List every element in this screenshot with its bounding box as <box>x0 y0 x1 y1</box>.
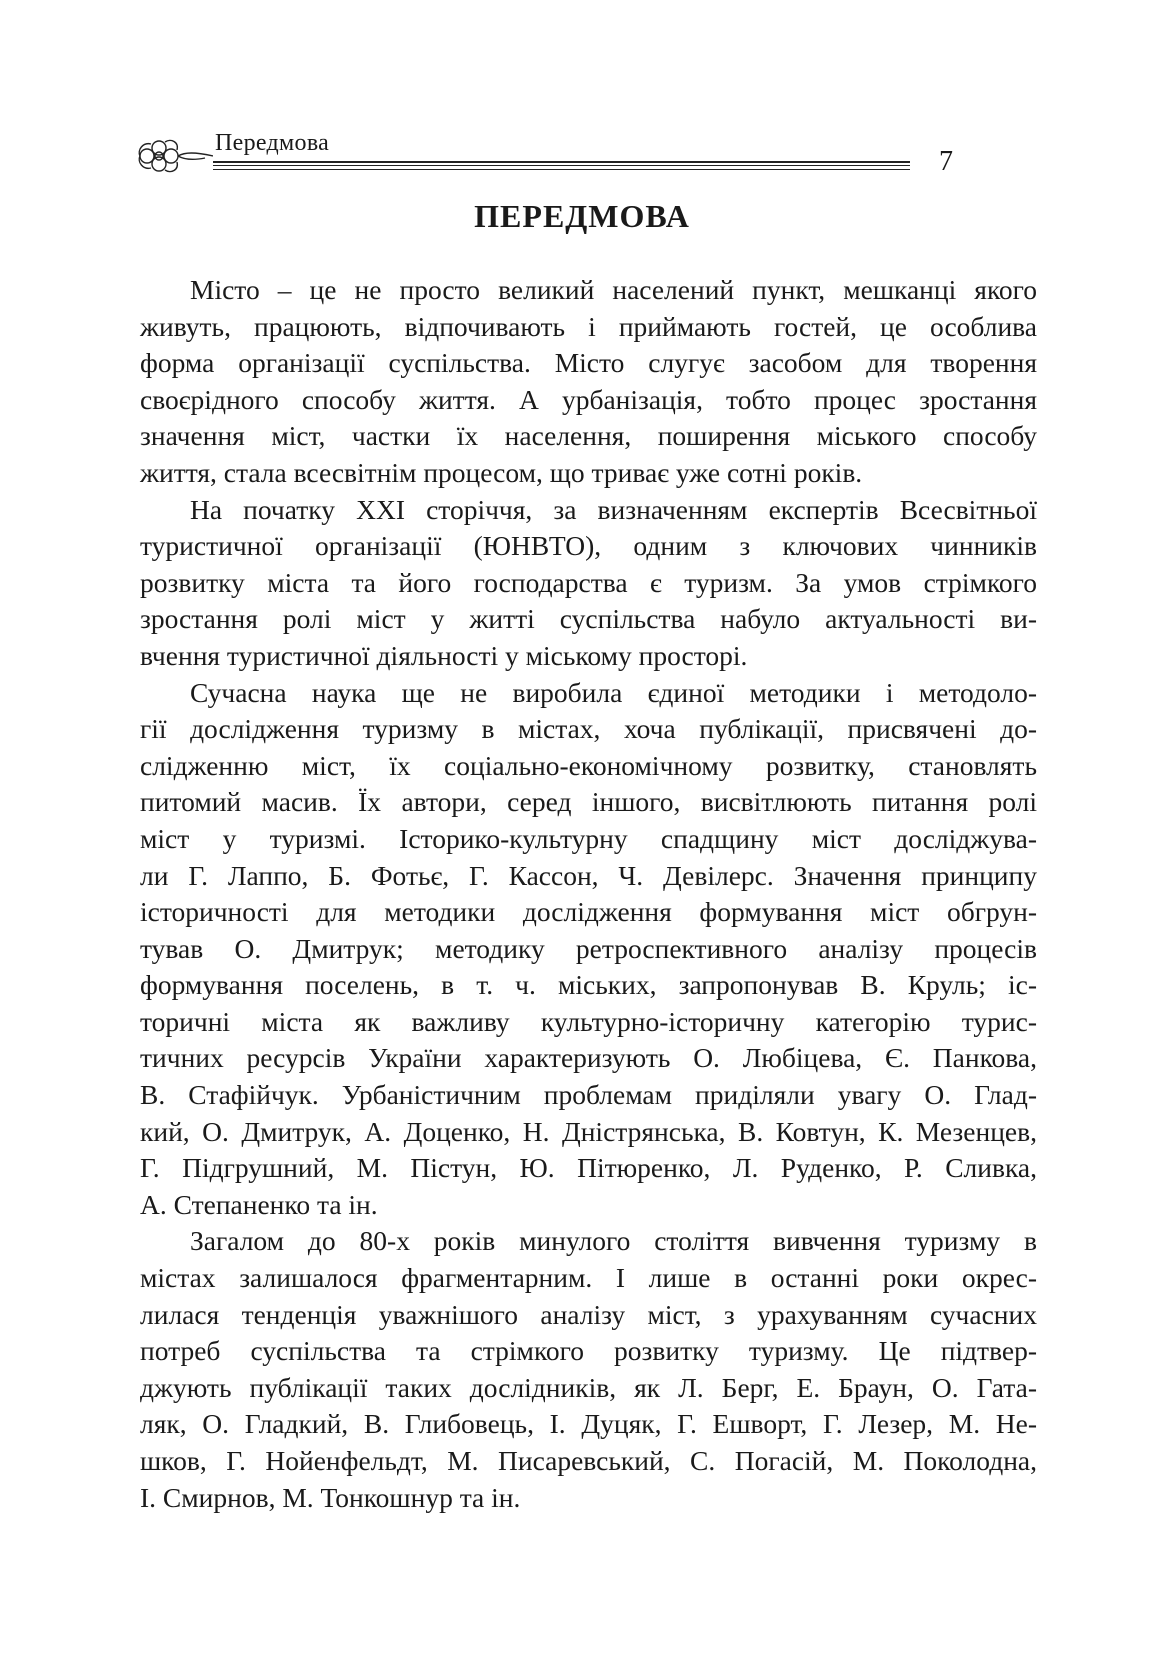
header-rule <box>213 165 910 166</box>
text-line: ляк, О. Гладкий, В. Глибовець, І. Дуцяк, Г. Ешворт, Г. Лезер, М. Не- <box>140 1408 1037 1440</box>
body-text <box>140 272 1037 1516</box>
text-line: І. Смирнов, М. Тонкошнур та ін. <box>140 1481 521 1513</box>
text-line: слідженню міст, їх соціально-економічному розвитку, становлять <box>140 749 1037 781</box>
text-line: розвитку міста та його господарства є туризм. За умов стрімкого <box>140 566 1037 598</box>
paragraph <box>140 1223 1037 1516</box>
text-line: значення міст, частки їх населення, поширення міського способу <box>140 420 1037 452</box>
paragraph <box>140 272 1037 492</box>
text-line: лилася тенденція уважнішого аналізу міст, з урахуванням сучасних <box>140 1298 1037 1330</box>
text-line: Сучасна наука ще не виробила єдиної методики і методоло- <box>190 676 1037 708</box>
text-line: тичних ресурсів України характеризують О. Любіцева, Є. Панкова, <box>140 1042 1037 1074</box>
text-line: На початку XXI сторіччя, за визначенням експертів Всесвітньої <box>190 493 1037 525</box>
text-line: життя, стала всесвітнім процесом, що триває уже сотні років. <box>140 456 863 488</box>
text-line: зростання ролі міст у житті суспільства набуло актуальності ви- <box>140 603 1037 635</box>
text-line: формування поселень, в т. ч. міських, запропонував В. Круль; іс- <box>140 969 1037 1001</box>
text-line: містах залишалося фрагментарним. І лише в останні роки окрес- <box>140 1262 1037 1294</box>
text-line: історичності для методики дослідження формування міст обгрун- <box>140 896 1037 928</box>
text-line: гії дослідження туризму в містах, хоча публікації, присвячені до- <box>140 713 1037 745</box>
text-line: питомий масив. Їх автори, серед іншого, висвітлюють питання ролі <box>140 786 1037 818</box>
running-title: Передмова <box>215 130 330 156</box>
text-line: Загалом до 80-х років минулого століття вивчення туризму в <box>190 1225 1037 1257</box>
text-line: кий, О. Дмитрук, А. Доценко, Н. Дністрянська, В. Ковтун, К. Мезенцев, <box>140 1115 1037 1147</box>
text-line: В. Стафійчук. Урбаністичним проблемам приділяли увагу О. Глад- <box>140 1079 1037 1111</box>
paragraph <box>140 492 1037 675</box>
header-rule <box>213 169 910 170</box>
text-line: туристичної організації (ЮНВТО), одним з ключових чинників <box>140 530 1037 562</box>
text-line: ли Г. Лаппо, Б. Фотьє, Г. Кассон, Ч. Девілерс. Значення принципу <box>140 859 1037 891</box>
text-line: шков, Г. Нойенфельдт, М. Писаревський, С. Погасій, М. Поколодна, <box>140 1445 1037 1476</box>
text-line: Г. Підгрушний, М. Пістун, Ю. Пітюренко, Л. Руденко, Р. Сливка, <box>140 1152 1037 1184</box>
header-rule <box>213 161 910 163</box>
text-line: вчення туристичної діяльності у міському просторі. <box>140 639 748 671</box>
text-line: живуть, працюють, відпочивають і приймають гостей, це особлива <box>140 310 1037 342</box>
text-line: тував О. Дмитрук; методику ретроспективного аналізу процесів <box>140 932 1037 964</box>
text-line: форма організації суспільства. Місто слугує засобом для творення <box>140 347 1037 379</box>
text-line: А. Степаненко та ін. <box>140 1188 378 1220</box>
text-line: своєрідного способу життя. А урбанізація, тобто процес зростання <box>140 383 1037 415</box>
paragraph <box>140 675 1037 1224</box>
chapter-title: ПЕРЕДМОВА <box>474 198 690 234</box>
text-line: міст у туризмі. Історико-культурну спадщину міст досліджува- <box>140 822 1037 854</box>
text-line: джують публікації таких дослідників, як Л. Берг, Е. Браун, О. Гата- <box>140 1371 1037 1403</box>
celtic-knot-ornament-icon <box>135 134 213 178</box>
page-header <box>135 128 1005 188</box>
text-line: потреб суспільства та стрімкого розвитку туризму. Це підтвер- <box>140 1335 1037 1367</box>
page-number: 7 <box>939 146 953 177</box>
text-line: Місто – це не просто великий населений пункт, мешканці якого <box>190 274 1037 305</box>
text-line: торичні міста як важливу культурно-історичну категорію турис- <box>140 1005 1037 1037</box>
